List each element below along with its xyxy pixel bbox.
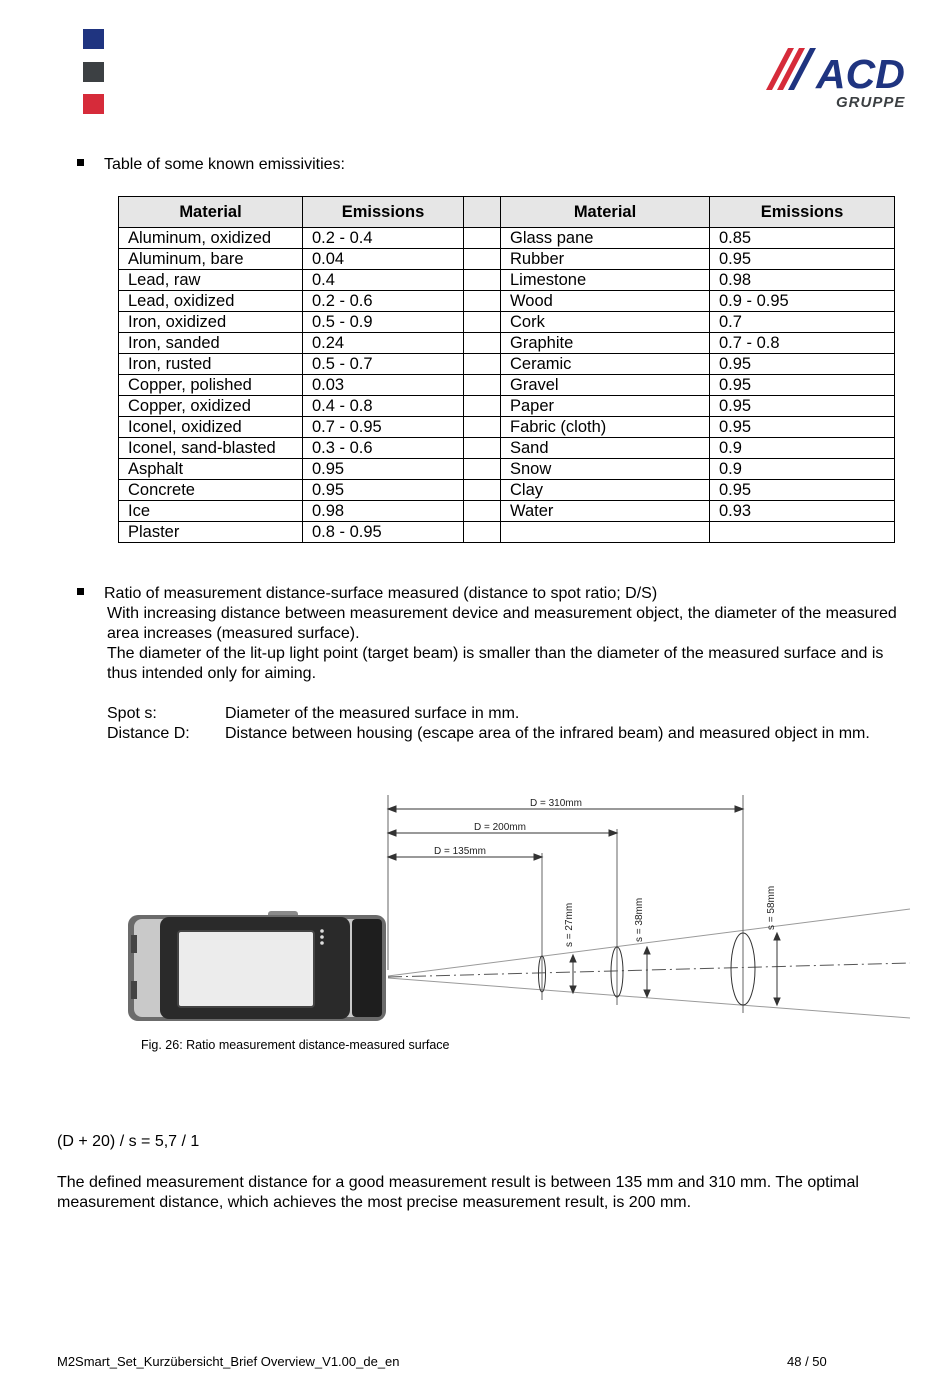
emission-right-cell: 0.95 (710, 480, 895, 501)
emission-left-cell: 0.2 - 0.4 (303, 228, 464, 249)
emission-left-cell: 0.8 - 0.95 (303, 522, 464, 543)
footer-document-name: M2Smart_Set_Kurzübersicht_Brief Overview_V1.00_de_en (57, 1354, 400, 1369)
brand-square-blue (83, 29, 104, 49)
table-row (119, 270, 895, 291)
gap-cell (464, 438, 501, 459)
emission-left-cell: 0.2 - 0.6 (303, 291, 464, 312)
bullet-text: Ratio of measurement distance-surface measured (distance to spot ratio; D/S) (104, 585, 658, 602)
material-left-cell: Lead, raw (119, 270, 303, 291)
emission-right-cell: 0.95 (710, 354, 895, 375)
material-left-cell: Lead, oxidized (119, 291, 303, 312)
figure-caption: Fig. 26: Ratio measurement distance-measured surface (141, 1038, 450, 1052)
emission-left-cell: 0.24 (303, 333, 464, 354)
material-left-cell: Iconel, sand-blasted (119, 438, 303, 459)
emission-right-cell: 0.95 (710, 396, 895, 417)
gap-cell (464, 417, 501, 438)
table-row (119, 480, 895, 501)
material-right-cell (501, 522, 710, 543)
emission-right-cell: 0.95 (710, 249, 895, 270)
emission-left-cell: 0.4 - 0.8 (303, 396, 464, 417)
material-right-cell: Wood (501, 291, 710, 312)
spot-label-58: s = 58mm (766, 885, 777, 930)
emission-left-cell: 0.95 (303, 480, 464, 501)
emission-right-cell: 0.9 (710, 459, 895, 480)
material-left-cell: Copper, oxidized (119, 396, 303, 417)
distance-label-135: D = 135mm (434, 846, 486, 857)
emission-right-cell: 0.98 (710, 270, 895, 291)
gap-cell (464, 249, 501, 270)
emission-left-cell: 0.98 (303, 501, 464, 522)
bullet-text: Table of some known emissivities: (104, 156, 345, 173)
gap-cell (464, 396, 501, 417)
logo-sub-text: GRUPPE (836, 94, 906, 111)
ratio-paragraph-2: The diameter of the lit-up light point (target beam) is smaller than the diameter of the measured surface and is thus intended only for aiming. (107, 645, 884, 682)
emission-left-cell: 0.5 - 0.9 (303, 312, 464, 333)
material-right-cell: Snow (501, 459, 710, 480)
emission-left-cell: 0.3 - 0.6 (303, 438, 464, 459)
spot-label-38: s = 38mm (634, 897, 645, 942)
header-material-left: Material (119, 197, 303, 228)
emission-left-cell: 0.03 (303, 375, 464, 396)
gap-cell (464, 291, 501, 312)
table-row (119, 375, 895, 396)
material-left-cell: Aluminum, bare (119, 249, 303, 270)
footer-page-number: 48 / 50 (787, 1354, 827, 1369)
emission-right-cell: 0.7 - 0.8 (710, 333, 895, 354)
material-left-cell: Concrete (119, 480, 303, 501)
gap-cell (464, 270, 501, 291)
material-right-cell: Ceramic (501, 354, 710, 375)
emission-left-cell: 0.95 (303, 459, 464, 480)
distance-label-200: D = 200mm (474, 822, 526, 833)
logo-main-text: ACD (816, 51, 905, 97)
emission-right-cell: 0.93 (710, 501, 895, 522)
material-right-cell: Sand (501, 438, 710, 459)
material-right-cell: Rubber (501, 249, 710, 270)
emission-right-cell: 0.95 (710, 375, 895, 396)
section-ratio-bullet (77, 584, 657, 604)
definition-desc: Diameter of the measured surface in mm. (225, 705, 520, 722)
table-row (119, 312, 895, 333)
header-gap (464, 197, 501, 228)
definition-term: Spot s: (107, 705, 157, 722)
table-row (119, 291, 895, 312)
emission-right-cell: 0.95 (710, 417, 895, 438)
table-row (119, 459, 895, 480)
gap-cell (464, 522, 501, 543)
table-row (119, 438, 895, 459)
thermometer-device-drawing (128, 911, 386, 1021)
brand-square-red (83, 94, 104, 114)
conclusion-paragraph: The defined measurement distance for a good measurement result is between 135 mm and 310 mm. The optimal measurement distance, which achieves the most precise measurement result, is 200 mm. (57, 1174, 859, 1211)
bullet-square-icon (77, 159, 84, 166)
material-right-cell: Cork (501, 312, 710, 333)
material-right-cell: Glass pane (501, 228, 710, 249)
material-left-cell: Copper, polished (119, 375, 303, 396)
material-right-cell: Graphite (501, 333, 710, 354)
emission-left-cell: 0.7 - 0.95 (303, 417, 464, 438)
spot-label-27: s = 27mm (564, 902, 575, 947)
distance-spot-diagram (0, 785, 950, 1035)
table-row (119, 396, 895, 417)
table-row (119, 228, 895, 249)
table-row (119, 333, 895, 354)
material-left-cell: Iron, sanded (119, 333, 303, 354)
material-right-cell: Fabric (cloth) (501, 417, 710, 438)
emission-right-cell: 0.85 (710, 228, 895, 249)
material-right-cell: Water (501, 501, 710, 522)
material-left-cell: Aluminum, oxidized (119, 228, 303, 249)
emission-right-cell: 0.9 - 0.95 (710, 291, 895, 312)
section-emissivities-bullet (77, 155, 345, 175)
distance-label-310: D = 310mm (530, 798, 582, 809)
emission-left-cell: 0.4 (303, 270, 464, 291)
material-right-cell: Gravel (501, 375, 710, 396)
ratio-explanation (107, 604, 907, 684)
material-left-cell: Iconel, oxidized (119, 417, 303, 438)
material-right-cell: Paper (501, 396, 710, 417)
table-row (119, 249, 895, 270)
gap-cell (464, 480, 501, 501)
material-left-cell: Iron, oxidized (119, 312, 303, 333)
header-material-right: Material (501, 197, 710, 228)
brand-square-gray (83, 62, 104, 82)
acd-gruppe-logo (764, 46, 920, 112)
table-row (119, 417, 895, 438)
bullet-square-icon (77, 588, 84, 595)
emissivity-table (118, 196, 895, 543)
material-left-cell: Asphalt (119, 459, 303, 480)
emission-right-cell: 0.7 (710, 312, 895, 333)
header-emissions-right: Emissions (710, 197, 895, 228)
definition-desc: Distance between housing (escape area of the infrared beam) and measured object in mm. (225, 725, 870, 742)
material-left-cell: Plaster (119, 522, 303, 543)
gap-cell (464, 501, 501, 522)
ratio-formula: (D + 20) / s = 5,7 / 1 (57, 1133, 200, 1150)
gap-cell (464, 354, 501, 375)
table-row (119, 501, 895, 522)
emission-right-cell: 0.9 (710, 438, 895, 459)
material-left-cell: Ice (119, 501, 303, 522)
gap-cell (464, 459, 501, 480)
emission-left-cell: 0.5 - 0.7 (303, 354, 464, 375)
emission-left-cell: 0.04 (303, 249, 464, 270)
table-row (119, 354, 895, 375)
material-right-cell: Clay (501, 480, 710, 501)
material-right-cell: Limestone (501, 270, 710, 291)
header-emissions-left: Emissions (303, 197, 464, 228)
gap-cell (464, 312, 501, 333)
gap-cell (464, 333, 501, 354)
gap-cell (464, 228, 501, 249)
definition-term: Distance D: (107, 725, 190, 742)
table-row (119, 522, 895, 543)
table-header-row (119, 197, 895, 228)
ratio-paragraph-1: With increasing distance between measurement device and measurement object, the diameter of the measured area increases (measured surface). (107, 605, 897, 642)
material-left-cell: Iron, rusted (119, 354, 303, 375)
gap-cell (464, 375, 501, 396)
emission-right-cell (710, 522, 895, 543)
